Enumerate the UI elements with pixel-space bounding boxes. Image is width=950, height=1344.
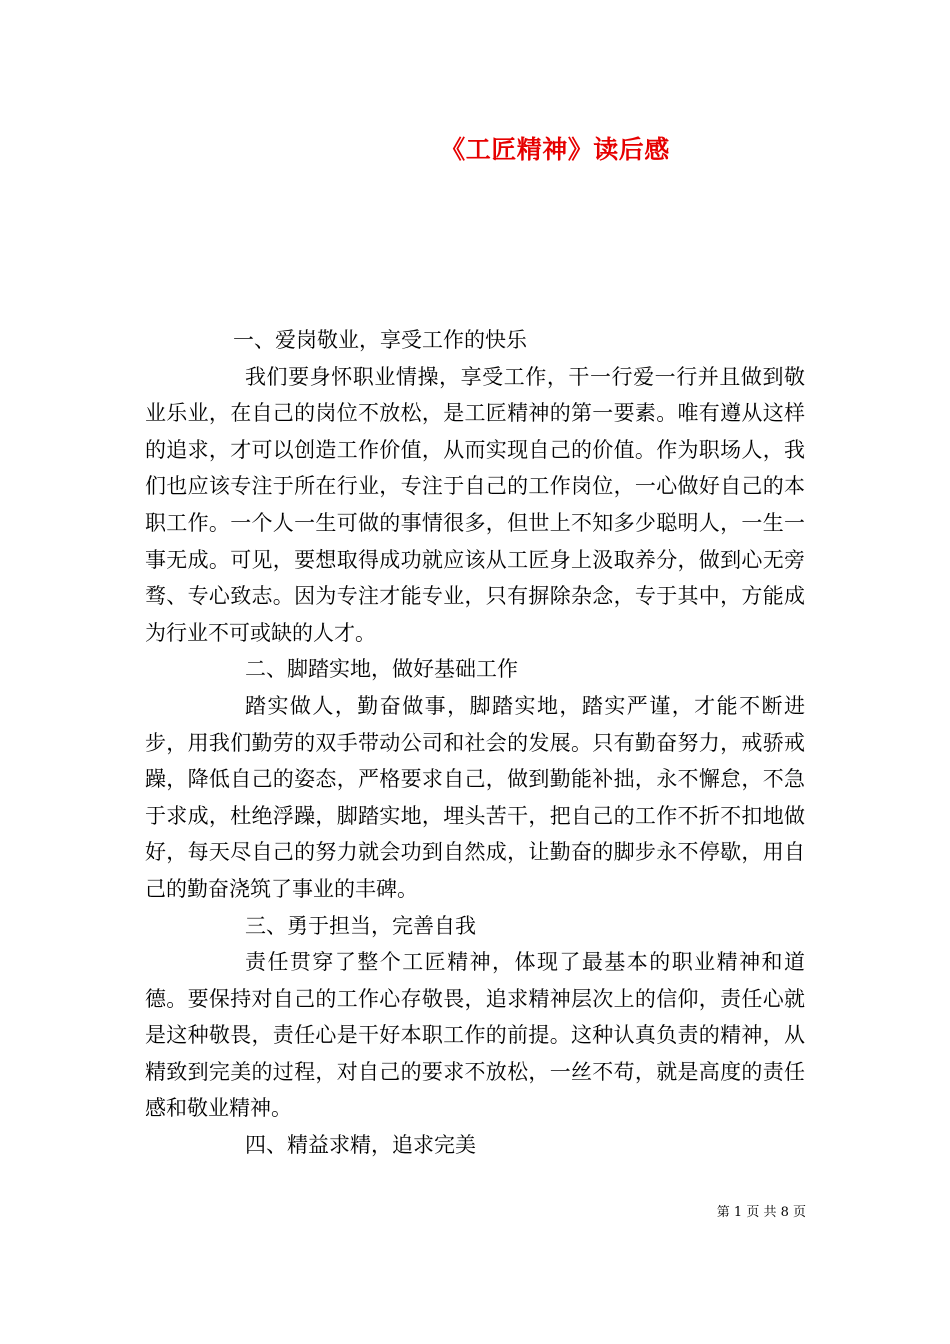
section-paragraph: 责任贯穿了整个工匠精神，体现了最基本的职业精神和道德。要保持对自己的工作心存敬畏，追求精神层次上的信仰，责任心就是这种敬畏，责任心是干好本职工作的前提。这种认真负责的精神，从精致到完美的过程，对自己的要求不放松，一丝不苟，就是高度的责任感和敬业精神。 bbox=[145, 950, 805, 1121]
section-heading: 四、精益求精，追求完美 bbox=[245, 1133, 476, 1158]
section-paragraph: 踏实做人，勤奋做事，脚踏实地，踏实严谨，才能不断进步，用我们勤劳的双手带动公司和社会的发展。只有勤奋努力，戒骄戒躁，降低自己的姿态，严格要求自己，做到勤能补拙，永不懈怠，不急于求成，杜绝浮躁，脚踏实地，埋头苦干，把自己的工作不折不扣地做好，每天尽自己的努力就会功到自然成，让勤奋的脚步永不停歇，用自己的勤奋浇筑了事业的丰碑。 bbox=[145, 693, 805, 901]
section-heading: 一、爱岗敬业，享受工作的快乐 bbox=[233, 328, 527, 352]
section-paragraph: 我们要身怀职业情操，享受工作，干一行爱一行并且做到敬业乐业，在自己的岗位不放松，是工匠精神的第一要素。唯有遵从这样的追求，才可以创造工作价值，从而实现自己的价值。作为职场人，我们也应该专注于所在行业，专注于自己的工作岗位，一心做好自己的本职工作。一个人一生可做的事情很多，但世上不知多少聪明人，一生一事无成。可见，要想取得成功就应该从工匠身上汲取养分，做到心无旁骛、专心致志。因为专注才能专业，只有摒除杂念，专于其中，方能成为行业不可或缺的人才。 bbox=[145, 364, 805, 645]
document-body bbox=[145, 322, 805, 1164]
section-heading: 二、脚踏实地，做好基础工作 bbox=[245, 657, 518, 682]
document-title: 《工匠精神》读后感 bbox=[440, 135, 670, 164]
page-footer: 第 1 页 共 8 页 bbox=[716, 1205, 806, 1220]
section-heading: 三、勇于担当，完善自我 bbox=[245, 913, 476, 938]
